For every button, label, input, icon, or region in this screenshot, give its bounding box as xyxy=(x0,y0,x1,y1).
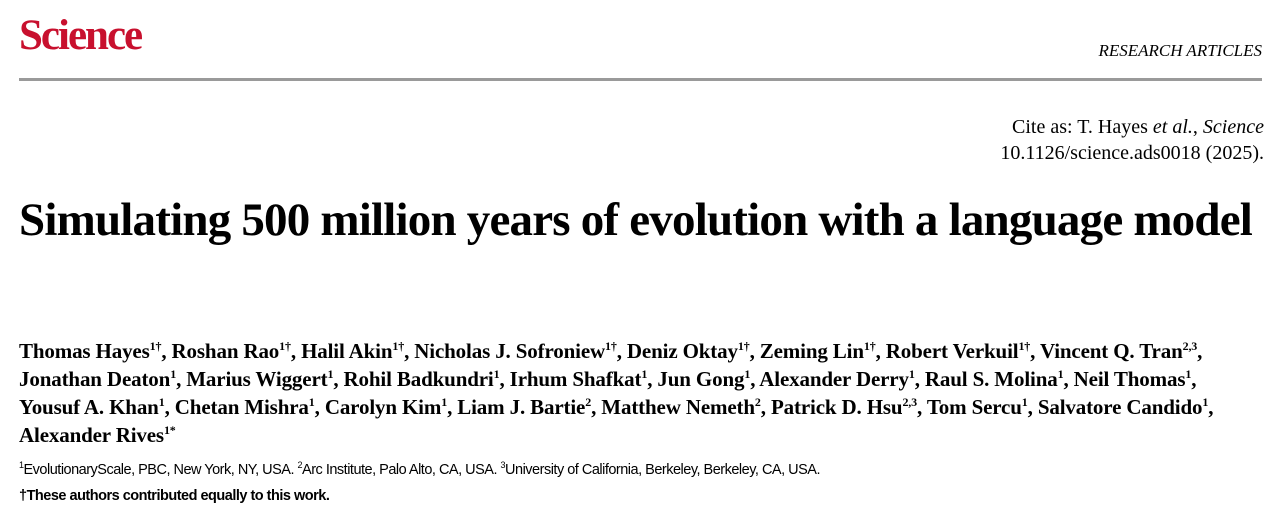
author-list: Thomas Hayes$^{1\dagger}$, Roshan Rao$^{1\dagger}$, Halil Akin$^{1\dagger}$, Nicholas J. Sofroniew$^{1\dagger}$, Deniz Oktay$^{1\dagger}$, Zeming Lin$^{1\dagger}$, Robert Verkuil$^{1\dagger}$, Vincent Q. Tran$^{2,3}$, Jonathan Deaton$^1$, Marius Wiggert$^1$, Rohil Badkundri$^1$, Irhum Shafkat$^1$, Jun Gong$^1$, Alexander Derry$^1$, Raul S. Molina$^1$, Neil Thomas$^1$, Yousuf A. Khan$^1$, Chetan Mishra$^1$, Carolyn Kim$^1$, Liam J. Bartie$^2$, Matthew Nemeth$^2$, Patrick D. Hsu$^{2,3}$, Tom Sercu$^1$, Salvatore Candido$^1$, Alexander Rives$^{1*}$ xyxy=(19,339,1214,447)
journal-logo[interactable]: Science xyxy=(19,12,142,59)
citation-sep: , xyxy=(1192,116,1203,138)
header-divider xyxy=(19,78,1262,81)
author-name: Salvatore Candido xyxy=(1037,395,1203,419)
author[interactable] xyxy=(457,395,591,419)
citation-doi[interactable]: 10.1126/science.ads0018 (2025). xyxy=(1000,142,1264,164)
author-name: Alexander Rives xyxy=(19,423,164,447)
author[interactable] xyxy=(886,339,1030,363)
author-name: Irhum Shafkat xyxy=(509,367,642,391)
author-affiliation-marker: 1 xyxy=(744,367,751,381)
citation-journal: Science xyxy=(1202,116,1264,138)
author-affiliation-marker: 1† xyxy=(737,339,750,353)
author-name: Alexander Derry xyxy=(759,367,909,391)
author-name: Halil Akin xyxy=(301,339,393,363)
author-affiliation-marker: 1 xyxy=(1057,367,1064,381)
author[interactable] xyxy=(925,367,1064,391)
author[interactable] xyxy=(19,395,165,419)
author-affiliation-marker: 1 xyxy=(908,367,915,381)
article-title: Simulating 500 million years of evolution with a language model xyxy=(19,194,1253,246)
author[interactable] xyxy=(1040,339,1197,363)
author-name: Robert Verkuil xyxy=(885,339,1019,363)
author[interactable] xyxy=(759,367,914,391)
author-affiliation-marker: 2,3 xyxy=(902,395,918,409)
author-name: Jun Gong xyxy=(657,367,745,391)
author[interactable] xyxy=(510,367,648,391)
author-affiliation-marker: 1 xyxy=(1185,367,1192,381)
author[interactable] xyxy=(19,367,176,391)
citation-etal: et al. xyxy=(1152,116,1193,138)
author-name: Marius Wiggert xyxy=(186,367,328,391)
author[interactable] xyxy=(1074,367,1192,391)
author-affiliation-marker: 1† xyxy=(392,339,405,353)
author[interactable] xyxy=(601,395,760,419)
author[interactable] xyxy=(19,423,176,447)
author-affiliation-marker: 1† xyxy=(863,339,876,353)
author[interactable] xyxy=(325,395,447,419)
author-affiliation-marker: 2,3 xyxy=(1182,339,1198,353)
author-name: Tom Sercu xyxy=(926,395,1022,419)
author-affiliation-marker: 1* xyxy=(163,423,176,437)
affiliations xyxy=(19,460,1259,480)
author-affiliation-marker: 1† xyxy=(149,339,162,353)
author[interactable] xyxy=(627,339,750,363)
author[interactable] xyxy=(771,395,917,419)
author-affiliation-marker: 1 xyxy=(1202,395,1209,409)
affiliation-text: EvolutionaryScale, PBC, New York, NY, USA. xyxy=(23,462,294,478)
author-affiliation-marker: 2 xyxy=(585,395,592,409)
author[interactable] xyxy=(657,367,750,391)
author-name: Thomas Hayes xyxy=(19,339,150,363)
author-name: Carolyn Kim xyxy=(324,395,442,419)
author-affiliation-marker: 1 xyxy=(493,367,500,381)
author[interactable] xyxy=(175,395,315,419)
author-name: Jonathan Deaton xyxy=(19,367,171,391)
author-name: Neil Thomas xyxy=(1073,367,1186,391)
author-name: Vincent Q. Tran xyxy=(1039,339,1183,363)
author[interactable] xyxy=(1038,395,1208,419)
author-affiliation-marker: 1† xyxy=(279,339,291,353)
affiliation-number: 1 xyxy=(19,460,24,471)
author[interactable] xyxy=(344,367,500,391)
author-affiliation-marker: 1† xyxy=(1018,339,1031,353)
affiliation-text: Arc Institute, Palo Alto, CA, USA. xyxy=(302,462,497,478)
author-affiliation-marker: 1 xyxy=(158,395,165,409)
author-name: Zeming Lin xyxy=(759,339,864,363)
author-name: Matthew Nemeth xyxy=(601,395,755,419)
author[interactable] xyxy=(19,339,161,363)
author-affiliation-marker: 1 xyxy=(327,367,334,381)
citation-prefix: Cite as: T. Hayes xyxy=(1012,116,1153,138)
affiliation-number: 3 xyxy=(500,460,506,471)
citation-block xyxy=(1000,114,1264,166)
author-affiliation-marker: 1 xyxy=(441,395,448,409)
author-name: Roshan Rao xyxy=(171,339,280,363)
author-name: Chetan Mishra xyxy=(174,395,309,419)
author[interactable] xyxy=(927,395,1028,419)
author-affiliation-marker: 1 xyxy=(641,367,648,381)
author-name: Raul S. Molina xyxy=(924,367,1058,391)
author-name: Patrick D. Hsu xyxy=(770,395,903,419)
author-name: Liam J. Bartie xyxy=(457,395,586,419)
section-label: RESEARCH ARTICLES xyxy=(1098,41,1262,60)
author-affiliation-marker: 1 xyxy=(308,395,315,409)
author-affiliation-marker: 1 xyxy=(170,367,177,381)
author-name: Nicholas J. Sofroniew xyxy=(414,339,606,363)
author-affiliation-marker: 2 xyxy=(754,395,761,409)
author[interactable] xyxy=(172,339,291,363)
author[interactable] xyxy=(760,339,876,363)
author-affiliation-marker: 1 xyxy=(1021,395,1028,409)
affiliation-number: 2 xyxy=(297,460,303,471)
author[interactable] xyxy=(414,339,616,363)
author-name: Rohil Badkundri xyxy=(343,367,494,391)
author-affiliation-marker: 1† xyxy=(605,339,617,353)
affiliation-text: University of California, Berkeley, Berkeley, CA, USA. xyxy=(505,462,820,478)
author[interactable] xyxy=(301,339,404,363)
citation-line xyxy=(1000,114,1264,140)
equal-contribution-note: †These authors contributed equally to this work. xyxy=(19,488,330,504)
author[interactable] xyxy=(186,367,333,391)
author-name: Deniz Oktay xyxy=(626,339,738,363)
author-name: Yousuf A. Khan xyxy=(19,395,159,419)
